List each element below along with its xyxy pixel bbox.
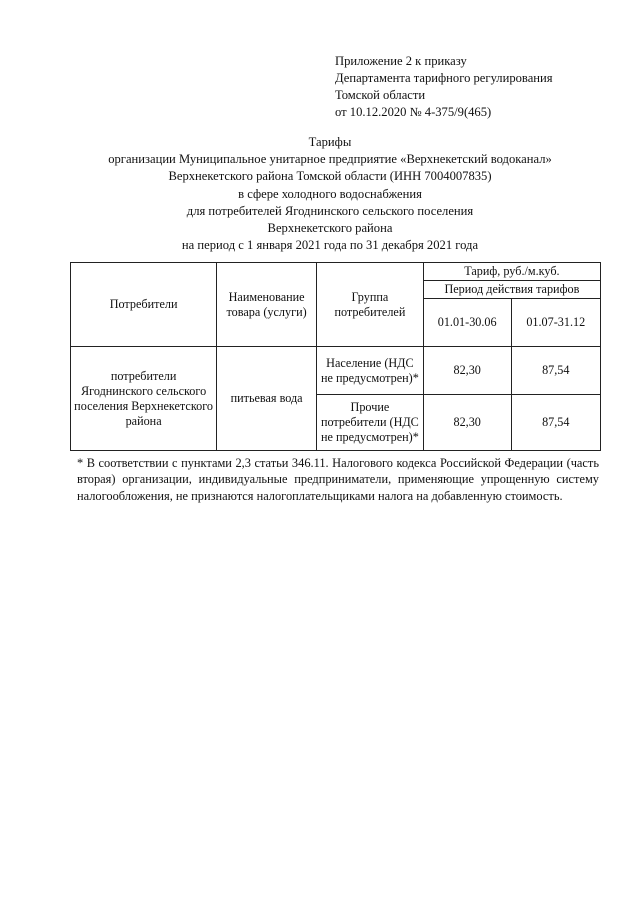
title-line: Тарифы — [308, 135, 352, 149]
appendix-reference — [335, 53, 625, 121]
header-period: Период действия тарифов — [423, 281, 600, 299]
table-row — [71, 347, 601, 395]
tariff-table — [70, 262, 601, 451]
appendix-line: Приложение 2 к приказу — [335, 54, 467, 68]
footnote: * В соответствии с пунктами 2,3 статьи 346.11. Налогового кодекса Российской Федерации (часть вторая) организации, индивидуальные предприниматели, применяющие упрощенную систему налогообложения, не признаются налогоплательщиками налога на добавленную стоимость. — [77, 456, 599, 503]
cell-tariff-period-2: 87,54 — [511, 347, 600, 395]
cell-consumer: потребители Ягоднинского сельского поселения Верхнекетского района — [71, 347, 217, 451]
table-header-row — [71, 263, 601, 281]
title-line: на период с 1 января 2021 года по 31 декабря 2021 года — [181, 238, 479, 253]
cell-tariff-period-1: 82,30 — [423, 347, 511, 395]
title-line: для потребителей Ягоднинского сельского поселения — [186, 203, 474, 218]
cell-group: Население (НДС не предусмотрен)* — [317, 347, 424, 395]
header-tariff: Тариф, руб./м.куб. — [423, 263, 600, 281]
header-product: Наименование товара (услуги) — [217, 263, 317, 347]
cell-tariff-period-2: 87,54 — [511, 395, 600, 451]
header-consumers: Потребители — [71, 263, 217, 347]
header-period-1: 01.01-30.06 — [423, 299, 511, 347]
appendix-line: Томской области — [335, 88, 426, 102]
cell-product: питьевая вода — [217, 347, 317, 451]
title-line: Верхнекетского района Томской области (ИНН 7004007835) — [168, 169, 492, 184]
appendix-line: Департамента тарифного регулирования — [335, 71, 553, 85]
document-title — [40, 134, 620, 254]
title-line: организации Муниципальное унитарное предприятие «Верхнекетский водоканал» — [108, 152, 552, 167]
cell-tariff-period-1: 82,30 — [423, 395, 511, 451]
cell-group: Прочие потребители (НДС не предусмотрен)* — [317, 395, 424, 451]
title-line: Верхнекетского района — [267, 221, 393, 236]
title-line: в сфере холодного водоснабжения — [238, 186, 422, 201]
header-group: Группа потребителей — [317, 263, 424, 347]
header-period-2: 01.07-31.12 — [511, 299, 600, 347]
appendix-line: от 10.12.2020 № 4-375/9(465) — [335, 105, 492, 119]
